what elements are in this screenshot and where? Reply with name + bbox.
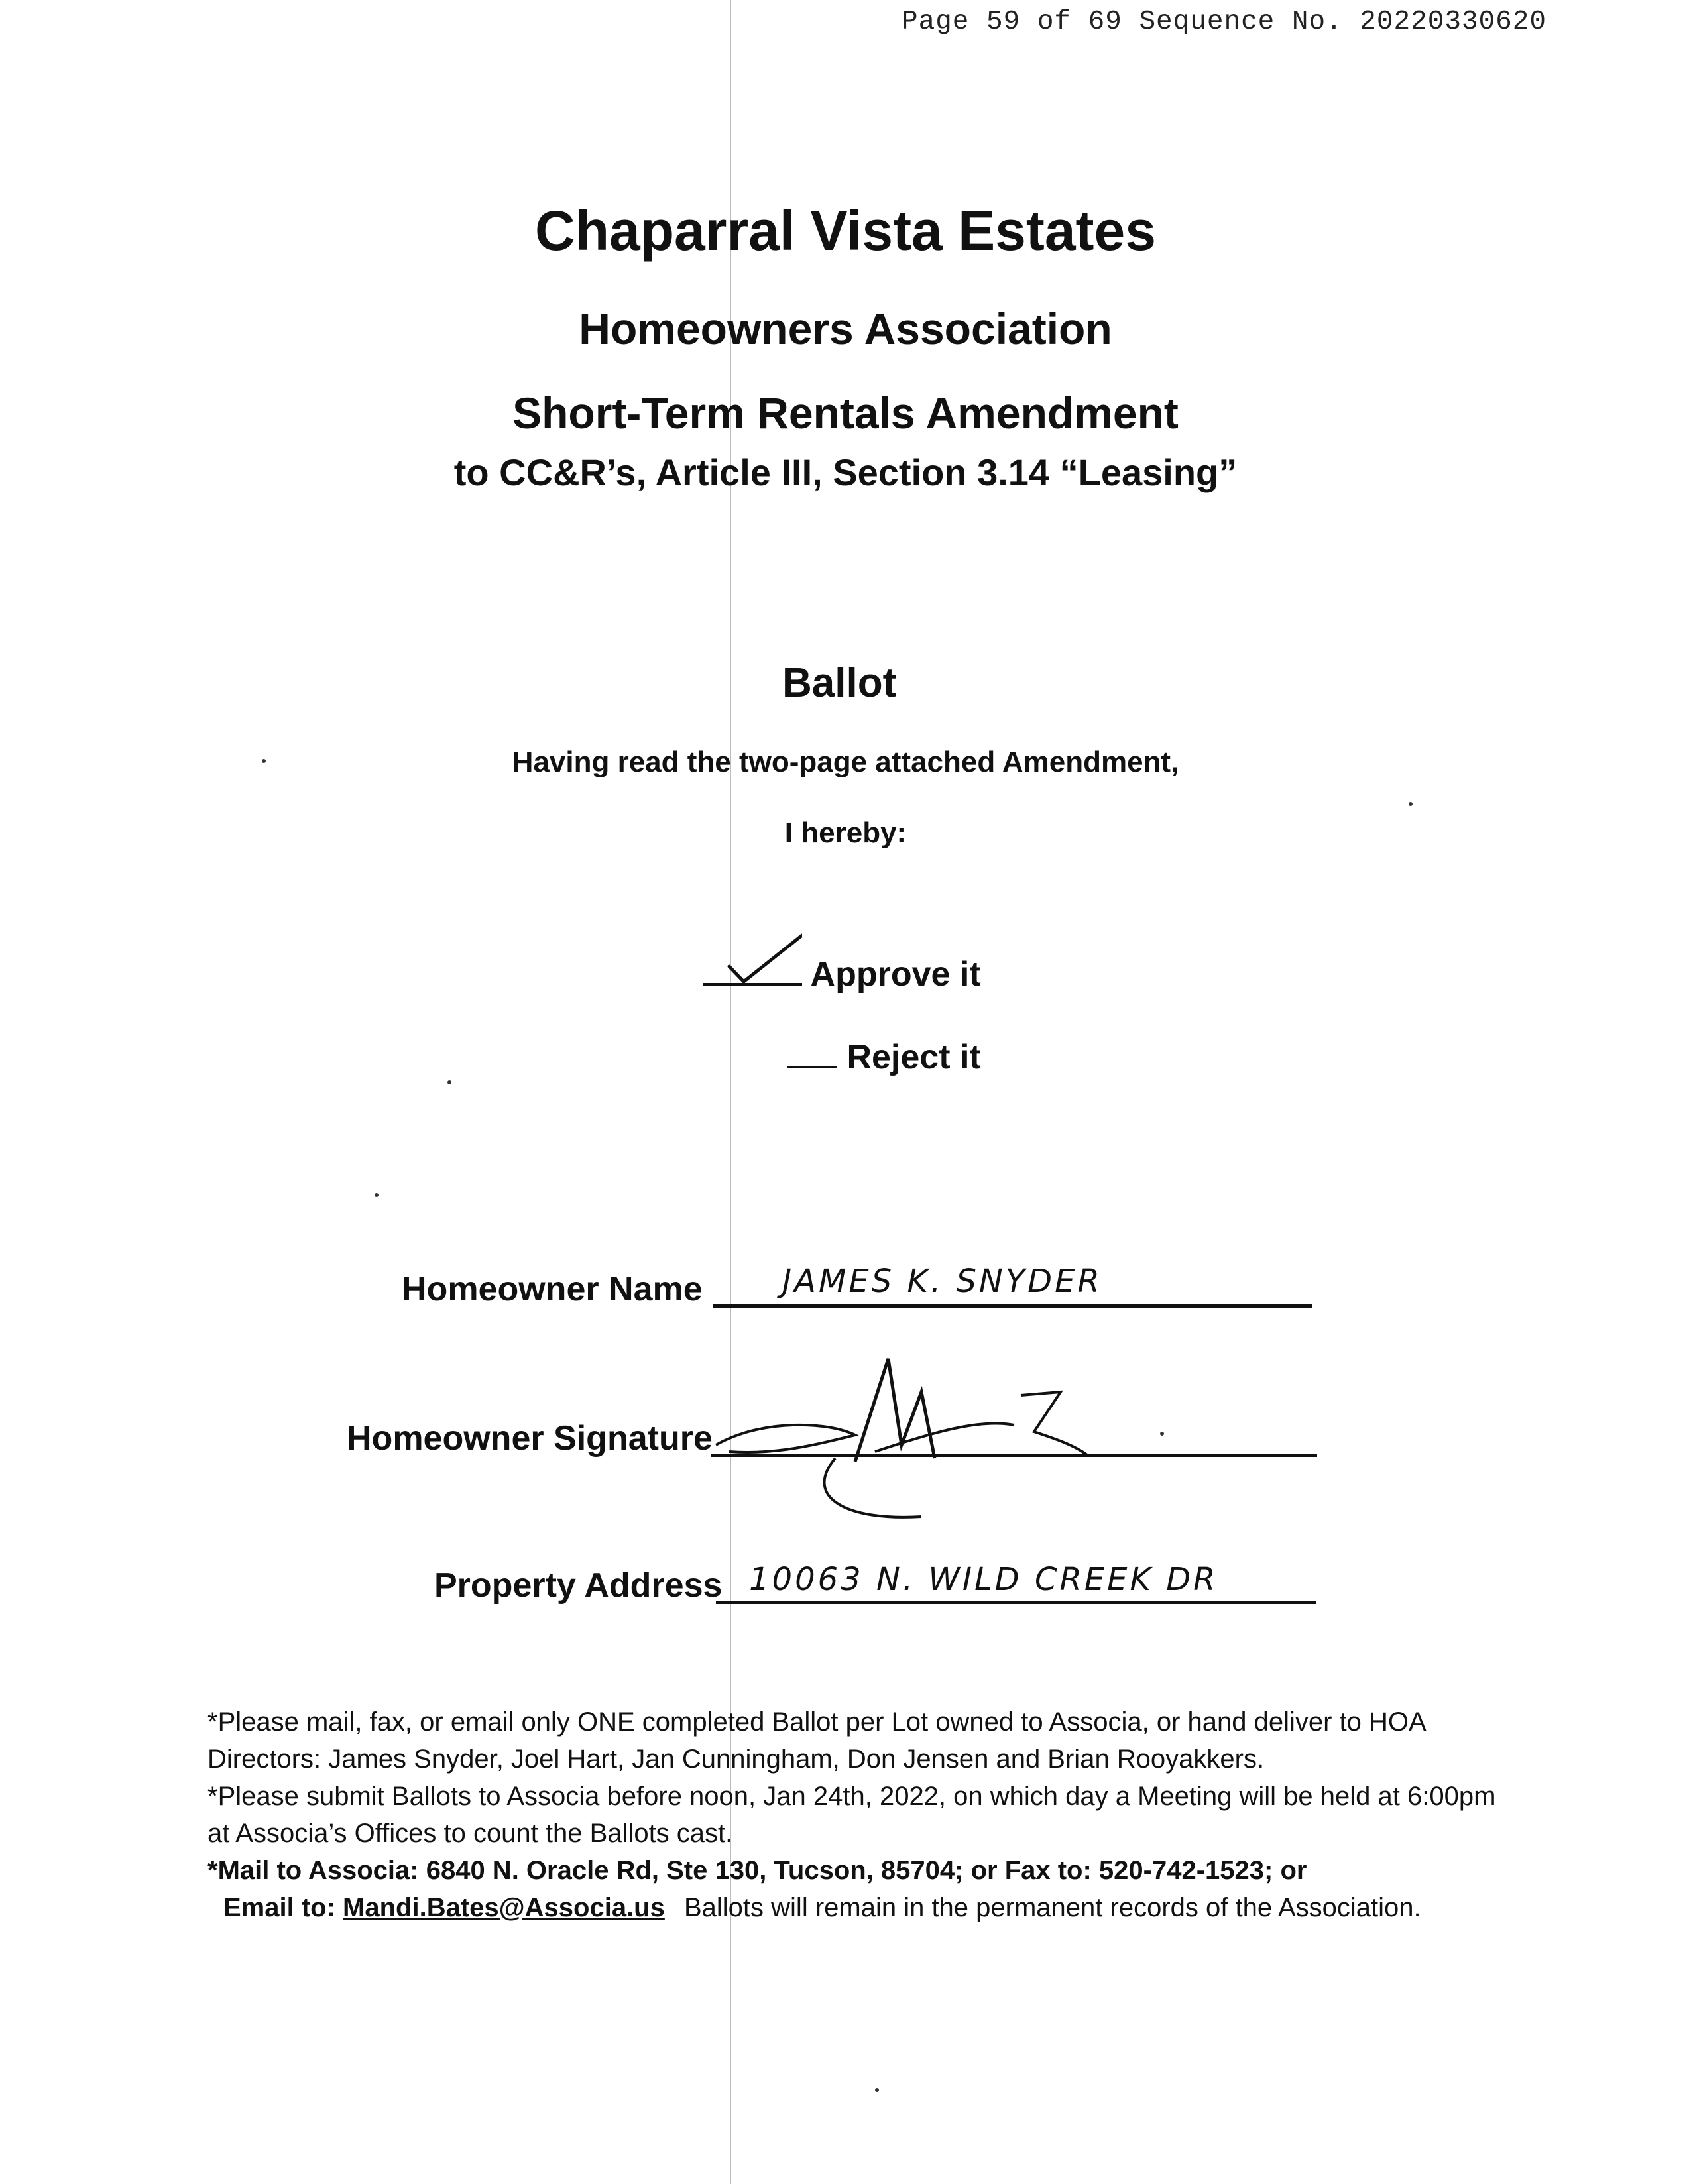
ballot-instructions (182, 1703, 1508, 1926)
option-approve-label: Approve it (810, 955, 981, 994)
homeowner-name-line[interactable] (713, 1304, 1312, 1308)
property-address-label: Property Address (434, 1566, 723, 1605)
homeowner-signature-label: Homeowner Signature (347, 1419, 713, 1458)
email-link[interactable]: Mandi.Bates@Associa.us (343, 1893, 665, 1922)
approve-blank[interactable] (703, 983, 802, 986)
property-address-value: 10063 N. WILD CREEK DR (749, 1561, 1218, 1598)
scan-speck (447, 1080, 451, 1084)
ballot-hereby: I hereby: (784, 817, 907, 849)
association-name: Chaparral Vista Estates (535, 200, 1156, 262)
ballot-intro: Having read the two-page attached Amendment, (512, 746, 1179, 778)
option-approve[interactable] (703, 954, 981, 994)
scan-speck (875, 2088, 879, 2092)
ballot-title: Ballot (782, 660, 897, 706)
page-header: Page 59 of 69 Sequence No. 20220330620 (902, 7, 1546, 37)
scan-speck (375, 1193, 379, 1197)
amendment-reference: to CC&R’s, Article III, Section 3.14 “Leasing” (453, 451, 1238, 493)
scan-speck (1409, 802, 1413, 806)
homeowner-name-label: Homeowner Name (402, 1270, 703, 1308)
option-reject-label: Reject it (846, 1038, 981, 1076)
option-reject[interactable] (787, 1037, 981, 1077)
amendment-title: Short-Term Rentals Amendment (512, 388, 1179, 437)
instruction-email (182, 1889, 1508, 1926)
reject-blank[interactable] (787, 1066, 837, 1068)
instruction-delivery: *Please mail, fax, or email only ONE completed Ballot per Lot owned to Associa, or hand deliver to HOA Directors: James Snyder, Joel Hart, Jan Cunningham, Don Jensen and Brian Rooyakkers. (207, 1707, 1425, 1774)
association-subtitle: Homeowners Association (579, 304, 1112, 353)
email-label: Email to: (223, 1893, 335, 1922)
instruction-deadline: *Please submit Ballots to Associa before noon, Jan 24th, 2022, on which day a Meeting will be held at 6:00pm at Associa’s Offices to count the Ballots cast. (207, 1782, 1496, 1848)
property-address-line[interactable] (716, 1601, 1316, 1604)
checkmark-icon (703, 930, 802, 990)
retention-note: Ballots will remain in the permanent records of the Association. (683, 1893, 1421, 1922)
instruction-mail-fax: *Mail to Associa: 6840 N. Oracle Rd, Ste 130, Tucson, 85704; or Fax to: 520-742-1523; or (207, 1856, 1307, 1885)
signature-drawing (703, 1346, 1180, 1531)
homeowner-name-value: JAMES K. SNYDER (782, 1263, 1102, 1300)
